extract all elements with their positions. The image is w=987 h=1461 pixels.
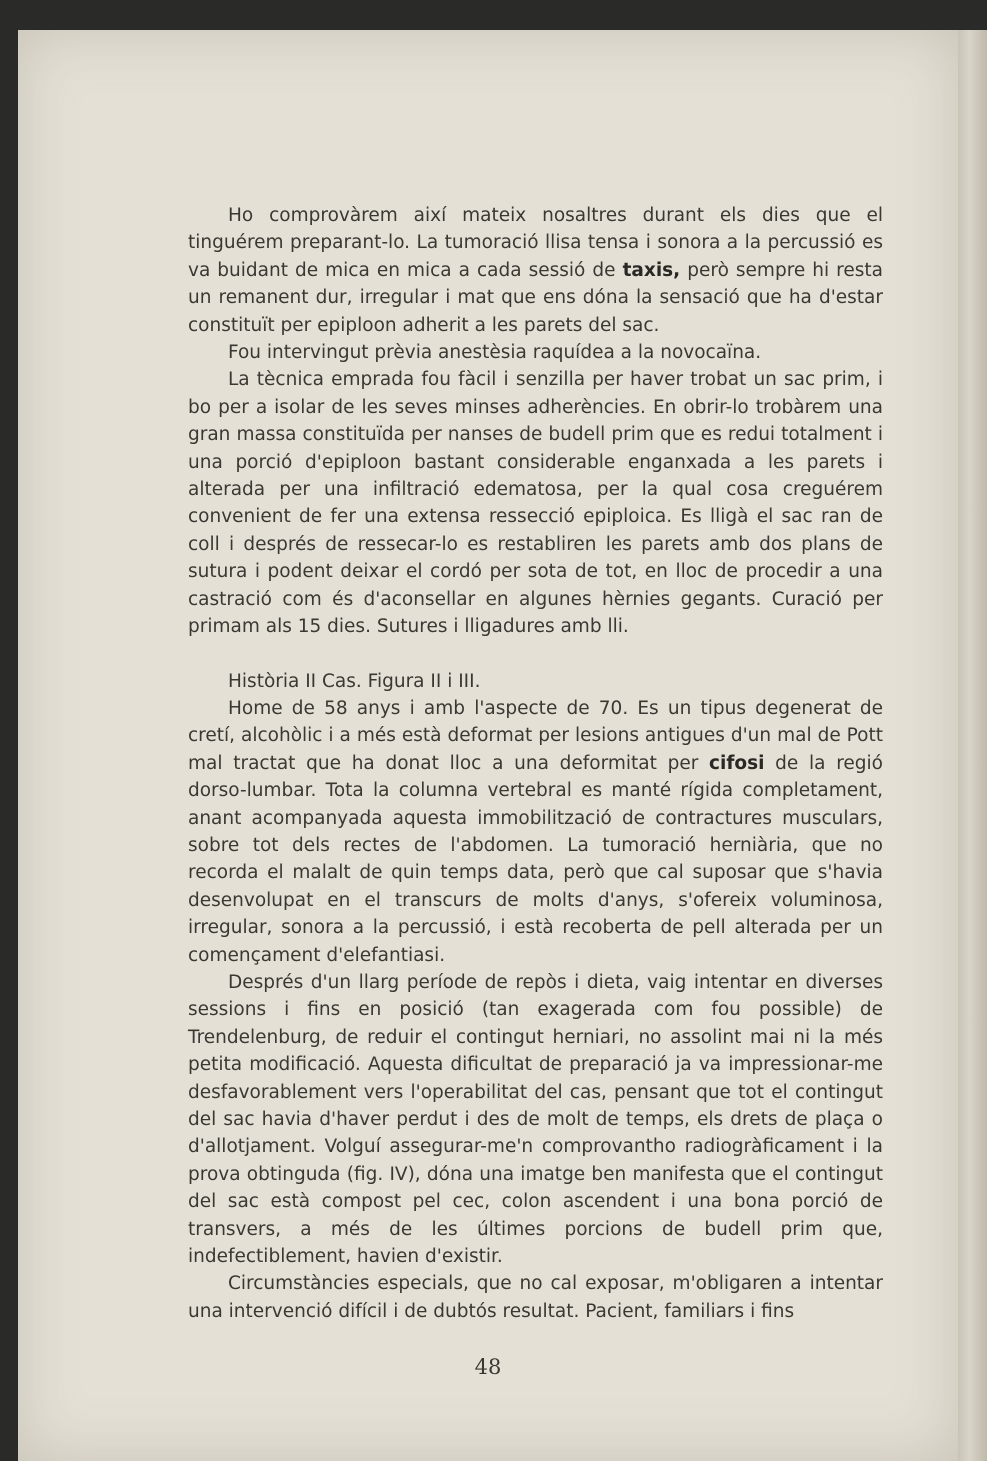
body-text	[188, 202, 883, 1325]
paragraph-p2	[188, 339, 883, 366]
text-run: Història II Cas. Figura II i III.	[228, 670, 481, 692]
paragraph-p4	[188, 668, 883, 695]
paragraph-p6	[188, 969, 883, 1270]
paragraph-p7	[188, 1270, 883, 1325]
page-edge	[958, 30, 987, 1461]
text-run: Després d'un llarg període de repòs i dieta, vaig intentar en diverses sessions i fins en posició (tan exagerada com fou possible) de Trendelenburg, de reduir el contingut herniari, no assolint mai ni la més petita modificació. Aquesta dificultat de preparació ja va impressionar-me desfavorablement vers l'operabilitat del cas, pensant que tot el contingut del sac havia d'haver perdut i des de molt de temps, els drets de plaça o d'allotjament. Volguí assegurar-me'n comprovantho radiogràficament i la prova obtinguda (fig. IV), dóna una imatge ben manifesta que el contingut del sac està compost pel cec, colon ascendent i una bona porció de transvers, a més de les últimes porcions de budell prim que, indefectiblement, havien d'existir.	[188, 971, 883, 1268]
paragraph-p1	[188, 202, 883, 339]
bold-term: taxis,	[622, 259, 681, 281]
page-number: 48	[474, 1355, 502, 1379]
text-run: però sempre hi resta un remanent dur, irregular i mat que ens dóna la sensació que ha d'estar constituït per epiploon adherit a les parets del sac.	[188, 259, 883, 336]
paragraph-p3	[188, 366, 883, 640]
bold-term: cifosi	[709, 752, 765, 774]
text-run: Fou intervingut prèvia anestèsia raquídea a la novocaïna.	[228, 342, 762, 364]
book-page	[18, 30, 958, 1461]
text-run: La tècnica emprada fou fàcil i senzilla per haver trobat un sac prim, i bo per a isolar de les seves minses adherències. En obrir-lo trobàrem una gran massa constituïda per nanses de budell prim que es redui totalment i una porció d'epiploon bastant considerable enganxada a les parets i alterada per una infiltració edematosa, per la qual cosa creguérem convenient de fer una extensa ressecció epiploica. Es lligà el sac ran de coll i després de ressecar-lo es restabliren les parets amb dos plans de sutura i podent deixar el cordó per sota de tot, en lloc de procedir a una castració com és d'aconsellar en algunes hèrnies gegants. Curació per primam als 15 dies. Sutures i lligadures amb lli.	[188, 369, 883, 638]
text-run: de la regió dorso-lumbar. Tota la columna vertebral es manté rígida completament, anant acompanyada aquesta immobilització de contractures musculars, sobre tot dels rectes de l'abdomen. La tumoració herniària, que no recorda el malalt de quin temps data, però que cal suposar que s'havia desenvolupat en el transcurs de molts d'anys, s'ofereix voluminosa, irregular, sonora a la percussió, i està recoberta de pell alterada per un començament d'elefantiasi.	[188, 752, 884, 966]
text-run: Circumstàncies especials, que no cal exposar, m'obligaren a intentar una intervenció difícil i de dubtós resultat. Pacient, familiars i fins	[188, 1273, 883, 1322]
text-run: Home de 58 anys i amb l'aspecte de 70. Es un tipus degenerat de cretí, alcohòlic i a més està deformat per lesions antigues d'un mal de Pott mal tractat que ha donat lloc a una deformitat per	[188, 697, 883, 774]
text-run: Ho comprovàrem així mateix nosaltres durant els dies que el tinguérem preparant-lo. La tumoració llisa tensa i sonora a la percussió es va buidant de mica en mica a cada sessió de	[188, 205, 883, 281]
paragraph-p5	[188, 695, 883, 969]
